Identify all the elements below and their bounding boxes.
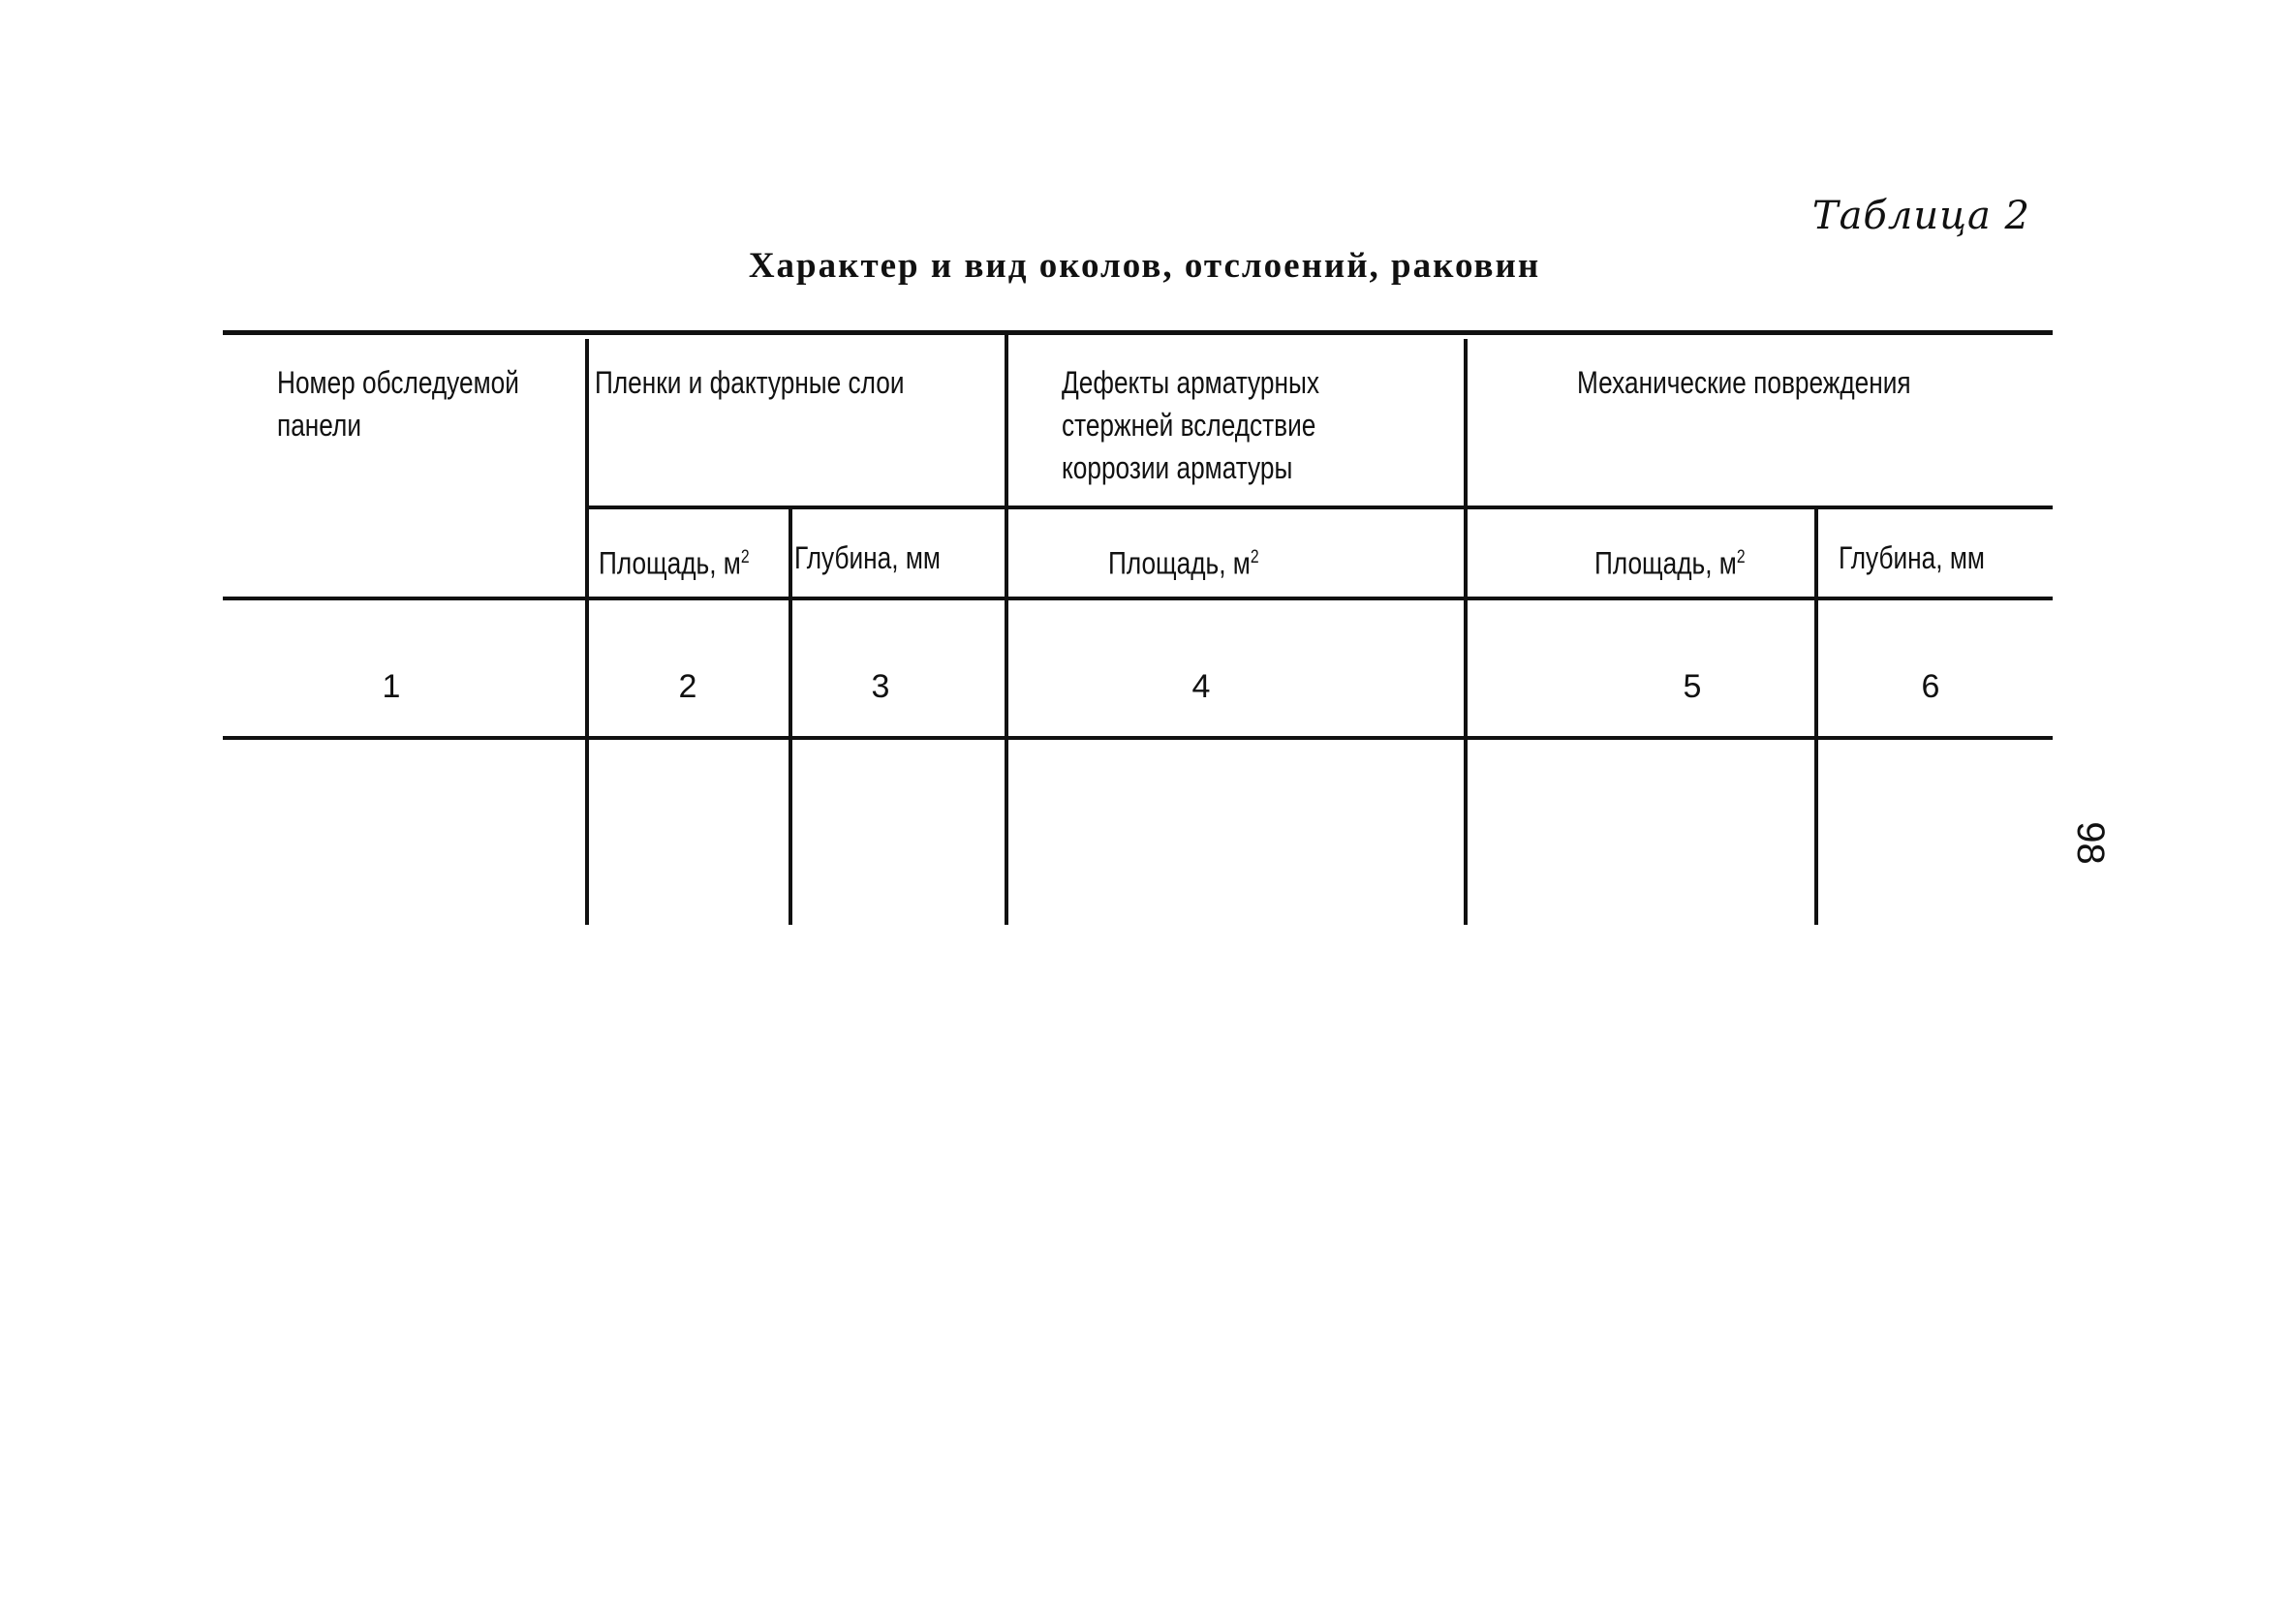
column-number-4: 4 [1191,668,1211,705]
subheader-area-films-label: Площадь, м [599,545,741,581]
page-number: 98 [2068,821,2112,865]
subheader-depth-mechanical [1839,536,1985,579]
header-mechanical-damage-label: Механические повреждения [1577,365,1911,400]
subheader-area-films-sup: 2 [740,547,750,567]
subheader-depth-films [794,536,941,579]
column-number-2: 2 [678,668,697,705]
col-divider-4 [1464,339,1468,925]
subheader-area-rebar [1108,536,1259,585]
subheader-area-rebar-label: Площадь, м [1108,545,1251,581]
table-caption: Таблица 2 [1811,194,2030,238]
header-rebar-defects-line-3: коррозии арматуры [1062,450,1293,485]
subheader-area-films [599,536,750,585]
header-panel-number-line-1: Номер обследуемой [277,365,519,400]
header-mechanical-damage [1577,361,1911,404]
column-number-5: 5 [1683,668,1702,705]
col-divider-1 [585,339,589,925]
header-films-layers [595,361,905,404]
header-panel-number [277,361,519,446]
col-divider-5 [1814,506,1818,925]
col-divider-3 [1005,334,1008,925]
subheader-area-mechanical [1594,536,1746,585]
subheader-area-rebar-sup: 2 [1250,547,1259,567]
header-bottom-rule [223,597,2053,600]
header-rebar-defects-line-1: Дефекты арматурных [1062,365,1319,400]
subheader-depth-films-label: Глубина, мм [794,540,941,575]
subheader-area-mechanical-label: Площадь, м [1594,545,1737,581]
numbers-bottom-rule [223,736,2053,740]
col-divider-2 [789,506,792,925]
subheader-rule [585,506,2053,509]
column-number-3: 3 [871,668,890,705]
header-panel-number-line-2: панели [277,408,361,443]
column-number-6: 6 [1921,668,1940,705]
header-rebar-defects [1062,361,1319,489]
header-films-layers-label: Пленки и фактурные слои [595,365,905,400]
table-title: Характер и вид околов, отслоений, раковин [748,246,1541,286]
table-top-rule [223,330,2053,335]
subheader-depth-mechanical-label: Глубина, мм [1839,540,1985,575]
subheader-area-mechanical-sup: 2 [1736,547,1746,567]
column-number-1: 1 [382,668,401,705]
header-rebar-defects-line-2: стержней вследствие [1062,408,1316,443]
